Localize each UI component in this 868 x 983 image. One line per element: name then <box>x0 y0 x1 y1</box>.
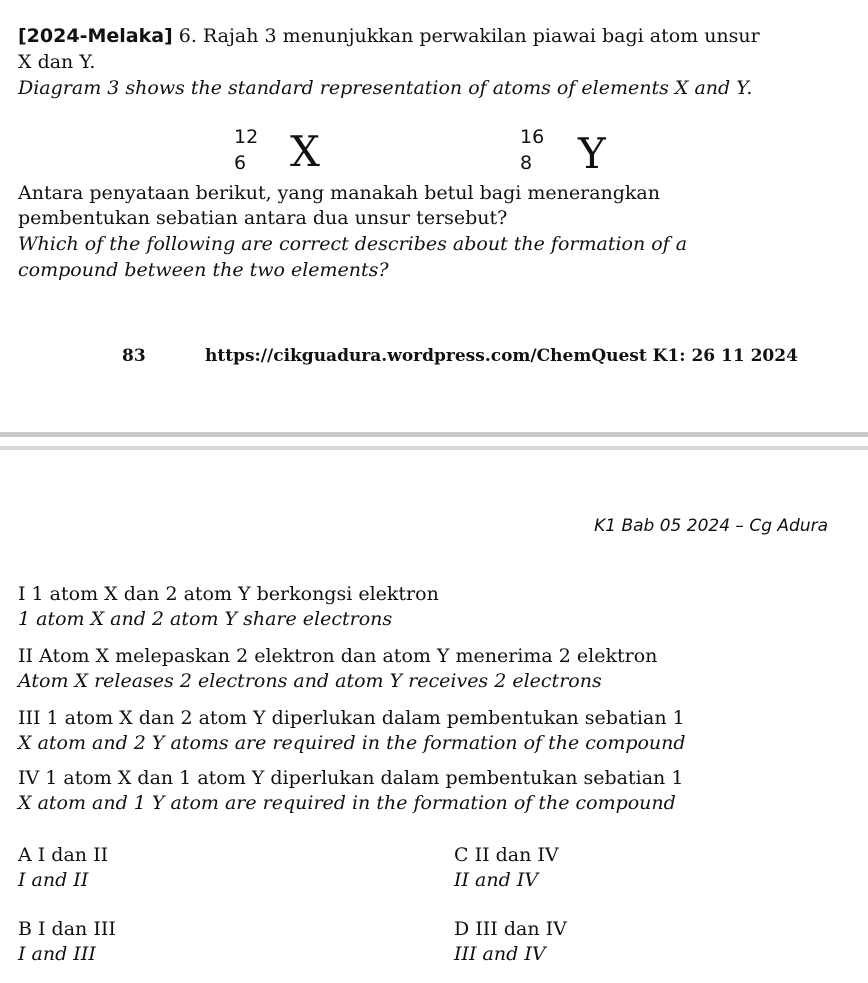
option-b-en: I and III <box>18 943 96 965</box>
statement-1-en: 1 atom X and 2 atom Y share electrons <box>18 608 393 630</box>
question-line-1 <box>18 24 760 48</box>
question-tag: [2024-Melaka] <box>18 25 173 47</box>
statement-4-ms: IV 1 atom X dan 1 atom Y diperlukan dalam pembentukan sebatian 1 <box>18 767 684 789</box>
atom-y-mass-number: 16 <box>520 126 545 148</box>
statement-1-ms: I 1 atom X dan 2 atom Y berkongsi elektron <box>18 583 439 605</box>
option-a-en: I and II <box>18 869 89 891</box>
atom-x-mass-number: 12 <box>234 126 259 148</box>
option-a-ms[interactable]: A I dan II <box>18 844 109 866</box>
option-c-ms[interactable]: C II dan IV <box>454 844 559 866</box>
prompt-en-line-2: compound between the two elements? <box>18 259 389 281</box>
page-number: 83 <box>122 346 146 366</box>
next-page-header: K1 Bab 05 2024 – Cg Adura <box>594 516 828 536</box>
atom-x-symbol: X <box>290 127 320 176</box>
option-d-ms[interactable]: D III dan IV <box>454 918 567 940</box>
option-c-en: II and IV <box>454 869 539 891</box>
prompt-en-line-1: Which of the following are correct describes about the formation of a <box>18 233 688 255</box>
statement-3-en: X atom and 2 Y atoms are required in the formation of the compound <box>18 732 686 754</box>
atom-y-proton-number: 8 <box>520 152 533 174</box>
atom-x-proton-number: 6 <box>234 152 247 174</box>
page-divider-bottom <box>0 446 868 450</box>
question-text-ms: 6. Rajah 3 menunjukkan perwakilan piawai bagi atom unsur <box>172 25 760 47</box>
option-d-en: III and IV <box>454 943 546 965</box>
page-divider-top <box>0 432 868 437</box>
statement-2-ms: II Atom X melepaskan 2 elektron dan atom Y menerima 2 elektron <box>18 645 658 667</box>
statement-3-ms: III 1 atom X dan 2 atom Y diperlukan dalam pembentukan sebatian 1 <box>18 707 685 729</box>
statement-2-en: Atom X releases 2 electrons and atom Y receives 2 electrons <box>18 670 602 692</box>
prompt-ms-line-1: Antara penyataan berikut, yang manakah betul bagi menerangkan <box>18 182 660 204</box>
question-line-2: X dan Y. <box>18 51 96 73</box>
statement-4-en: X atom and 1 Y atom are required in the formation of the compound <box>18 792 676 814</box>
option-b-ms[interactable]: B I dan III <box>18 918 116 940</box>
source-url: https://cikguadura.wordpress.com/ChemQuest K1: 26 11 2024 <box>205 346 798 366</box>
atom-y-symbol: Y <box>578 129 606 178</box>
prompt-ms-line-2: pembentukan sebatian antara dua unsur tersebut? <box>18 207 508 229</box>
question-text-en: Diagram 3 shows the standard representation of atoms of elements X and Y. <box>18 77 753 99</box>
